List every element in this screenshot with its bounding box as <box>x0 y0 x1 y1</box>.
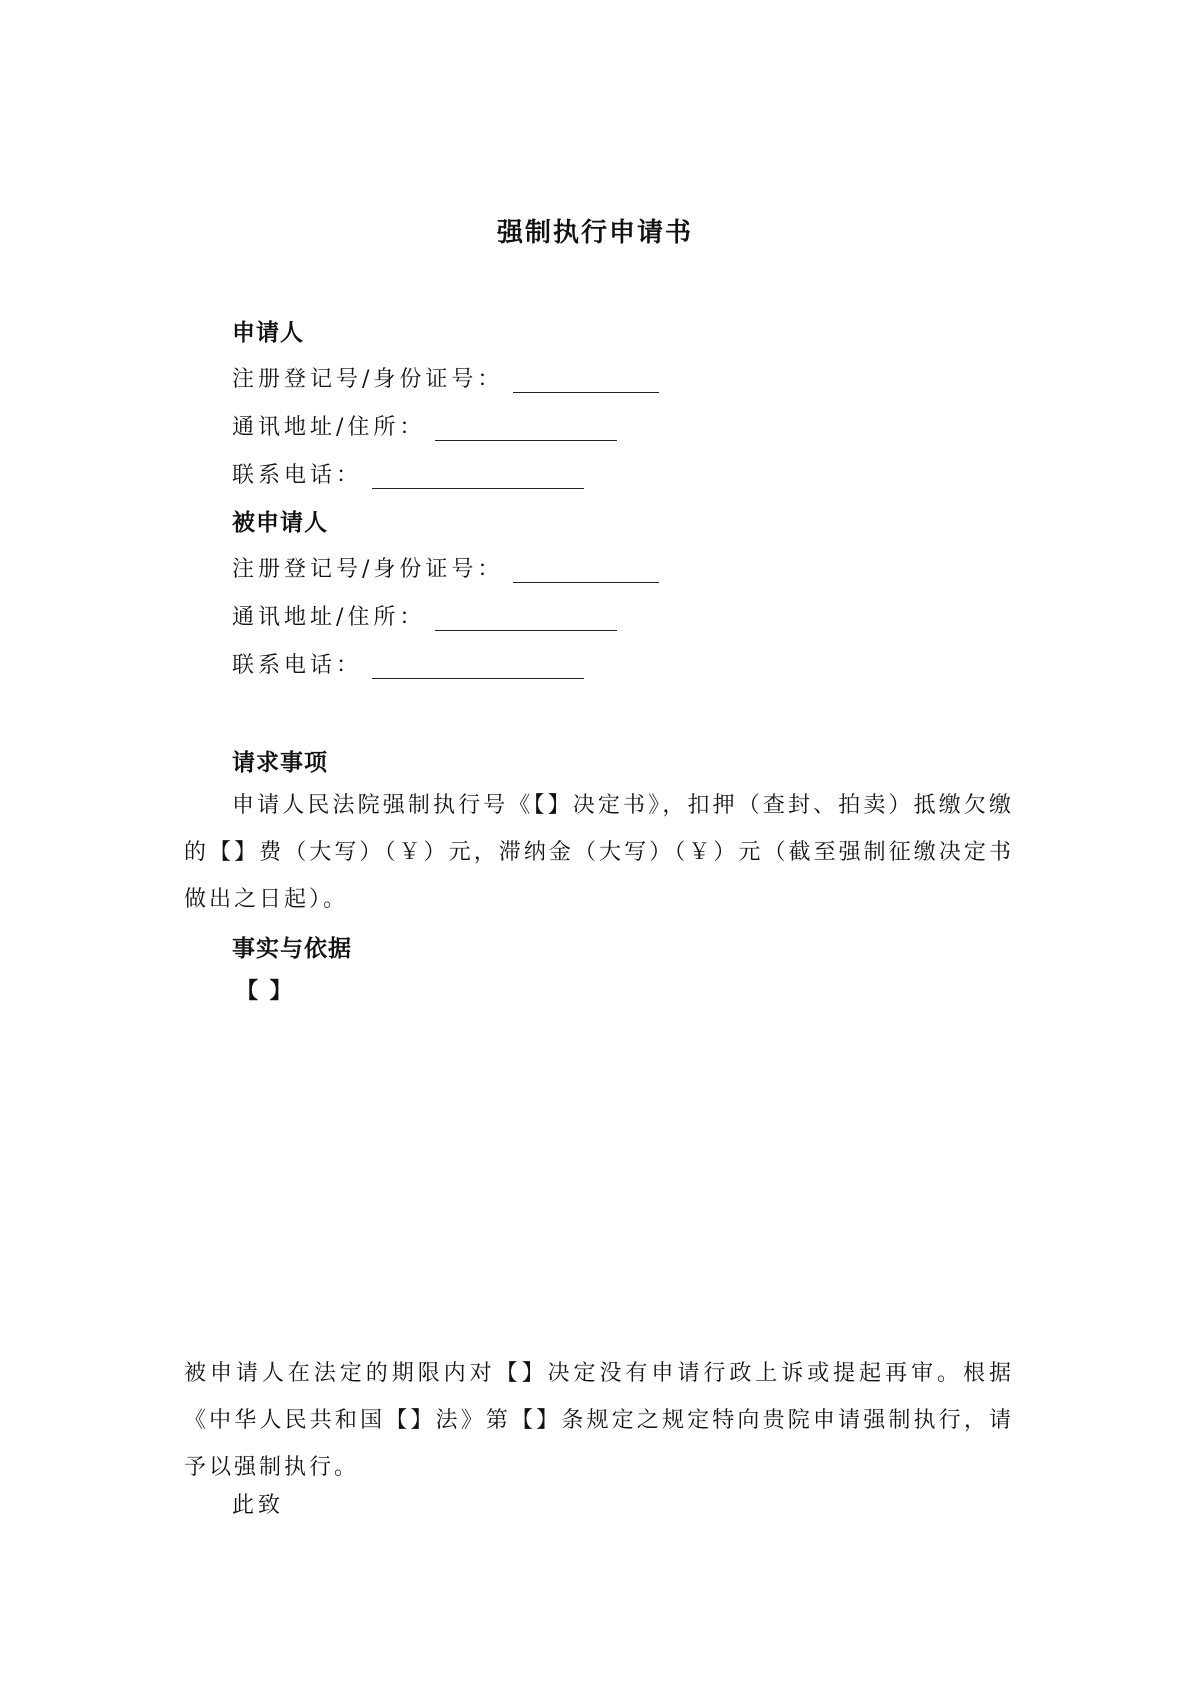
respondent-phone-blank[interactable] <box>372 656 584 679</box>
respondent-id-label: 注册登记号/身份证号： <box>232 557 504 582</box>
closing-salutation: 此致 <box>232 1493 285 1518</box>
requests-body: 申请人民法院强制执行号《【】决定书》，扣押（查封、拍卖）抵缴欠缴的【】费（大写）（￥）元，滞纳金（大写）（￥）元（截至强制征缴决定书做出之日起）。 <box>184 793 1014 912</box>
respondent-address-label: 通讯地址/住所： <box>232 605 426 630</box>
applicant-address-blank[interactable] <box>435 418 617 441</box>
applicant-address-field[interactable] <box>232 410 617 441</box>
applicant-address-label: 通讯地址/住所： <box>232 415 426 440</box>
applicant-heading: 申请人 <box>232 319 304 346</box>
applicant-phone-field[interactable] <box>232 458 584 489</box>
respondent-id-blank[interactable] <box>513 560 659 583</box>
respondent-address-field[interactable] <box>232 600 617 631</box>
applicant-phone-blank[interactable] <box>372 466 584 489</box>
requests-heading: 请求事项 <box>232 749 328 776</box>
applicant-id-label: 注册登记号/身份证号： <box>232 367 504 392</box>
document-title: 强制执行申请书 <box>496 218 693 248</box>
conclusion-paragraph: 被申请人在法定的期限内对【】决定没有申请行政上诉或提起再审。根据《中华人民共和国【】法》第【】条规定之规定特向贵院申请强制执行，请予以强制执行。 <box>184 1361 1014 1480</box>
respondent-phone-label: 联系电话： <box>232 653 363 678</box>
respondent-id-field[interactable] <box>232 552 659 583</box>
applicant-id-field[interactable] <box>232 362 659 393</box>
respondent-heading: 被申请人 <box>232 509 328 536</box>
applicant-phone-label: 联系电话： <box>232 463 363 488</box>
facts-heading: 事实与依据 <box>232 935 352 962</box>
applicant-id-blank[interactable] <box>513 370 659 393</box>
respondent-address-blank[interactable] <box>435 608 617 631</box>
respondent-phone-field[interactable] <box>232 648 584 679</box>
facts-placeholder: 【 】 <box>236 978 294 1004</box>
